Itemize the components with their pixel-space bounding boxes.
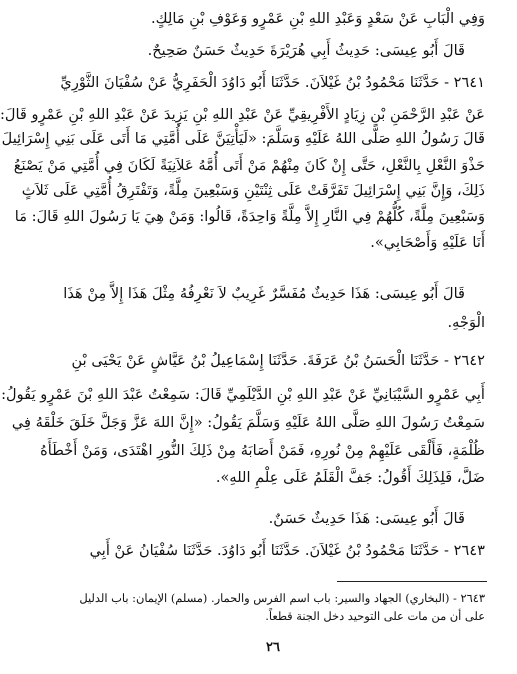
footnote-divider <box>337 581 487 582</box>
hadith-2641-line-4: حَذْوَ النَّعْلِ بِالنَّعْلِ، حَتَّى إِنْ كَانَ مِنْهُمْ مَنْ أَتَى أُمَّهُ عَلاَنِيَةً لَكَانَ فِي أُمَّتِي مَنْ يَصْنَعُ <box>13 157 485 174</box>
text-line-1: وَفِي الْبَابِ عَنْ سَعْدٍ وَعَبْدِ اللهِ بْنِ عَمْرٍو وَعَوْفِ بْنِ مَالِكٍ. <box>150 10 485 27</box>
hadith-2643-line-1: ٢٦٤٣ - حَدَّثَنَا مَحْمُودُ بْنُ غَيْلاَنَ. حَدَّثَنَا أَبُو دَاوُدَ. حَدَّثَنَا سُفْيَانُ عَنْ أَبِي <box>89 542 485 559</box>
hadith-2641-line-1: ٢٦٤١ - حَدَّثَنَا مَحْمُودُ بْنُ غَيْلاَنَ. حَدَّثَنَا أَبُو دَاوُدَ الْحَفَرِيُّ عَنْ سُفْيَانَ الثَّوْرِيِّ <box>60 74 485 91</box>
hadith-2641-line-5: ذَلِكَ، وَإِنَّ بَنِي إِسْرَائِيلَ تَفَرَّقَتْ عَلَى ثِنْتَيْنِ وَسَبْعِينَ مِلَّةً، وَتَفْتَرِقُ أُمَّتِي عَلَى ثَلاَثٍ <box>21 182 485 199</box>
footnote-line-1: ٢٦٤٣ - (البخاري) الجهاد والسير: باب اسم الفرس والحمار. (مسلم) الإيمان: باب الدليل <box>79 591 485 605</box>
hadith-2642-line-3: سَمِعْتُ رَسُولَ اللهِ صَلَّى اللهُ عَلَيْهِ وَسَلَّمَ يَقُولُ: «إِنَّ اللهَ عَزَّ وَجَلَّ خَلَقَ خَلْقَهُ فِي <box>11 414 485 431</box>
commentary-line-1: قَالَ أَبُو عِيسَى: هَذَا حَدِيثٌ مُفَسَّرٌ غَرِيبٌ لاَ نَعْرِفُهُ مِثْلَ هَذَا إِلاَّ مِنْ هَذَا <box>63 285 465 302</box>
footnote-line-2: على أن من مات على التوحيد دخل الجنة قطعاً. <box>265 609 485 623</box>
hadith-2642-line-4: ظُلْمَةٍ، فَأَلْقَى عَلَيْهِمْ مِنْ نُورِهِ، فَمَنْ أَصَابَهُ مِنْ ذَلِكَ النُّورِ اهْتَدَى، وَمَنْ أَخْطَأَهُ <box>40 442 485 459</box>
hadith-2641-line-3: قَالَ رَسُولُ اللهِ صَلَّى اللهُ عَلَيْهِ وَسَلَّمَ: «لَيَأْتِيَنَّ عَلَى أُمَّتِي مَا أَتَى عَلَى بَنِي إِسْرَائِيلَ <box>1 130 485 147</box>
page-number: ٢٦ <box>266 640 280 655</box>
hadith-2641-line-2: عَنْ عَبْدِ الرَّحْمَنِ بْنِ زِيَادٍ الأَفْرِيقِيِّ عَنْ عَبْدِ اللهِ بْنِ يَزِيدَ عَنْ عَبْدِ اللهِ بْنِ عَمْرٍو قَالَ: <box>0 106 485 123</box>
text-line-2: قَالَ أَبُو عِيسَى: حَدِيثُ أَبِي هُرَيْرَةَ حَدِيثٌ حَسَنٌ صَحِيحٌ. <box>147 42 465 59</box>
hadith-2641-line-7: أَنَا عَلَيْهِ وَأَصْحَابِي». <box>370 234 485 251</box>
hadith-2642-line-2: أَبِي عَمْرٍو السَّيْبَانِيِّ عَنْ عَبْدِ اللهِ بْنِ الدَّيْلَمِيِّ قَالَ: سَمِعْتُ عَبْدَ اللهِ بْنَ عَمْرٍو يَقُولُ: <box>1 386 485 403</box>
commentary-line-3: قَالَ أَبُو عِيسَى: هَذَا حَدِيثٌ حَسَنٌ. <box>268 510 465 527</box>
commentary-line-2: الْوَجْهِ. <box>447 314 485 331</box>
hadith-2641-line-6: وَسَبْعِينَ مِلَّةً، كُلُّهُمْ فِي النَّارِ إِلاَّ مِلَّةً وَاحِدَةً، قَالُوا: وَمَنْ هِيَ يَا رَسُولَ اللهِ قَالَ: مَا <box>14 208 485 225</box>
hadith-2642-line-1: ٢٦٤٢ - حَدَّثَنَا الْحَسَنُ بْنُ عَرَفَةَ. حَدَّثَنَا إِسْمَاعِيلُ بْنُ عَيَّاشٍ عَنْ يَحْيَى بْنِ <box>71 352 485 369</box>
hadith-2642-line-5: ضَلَّ، فَلِذَلِكَ أَقُولُ: جَفَّ الْقَلَمُ عَلَى عِلْمِ اللهِ». <box>215 469 485 486</box>
